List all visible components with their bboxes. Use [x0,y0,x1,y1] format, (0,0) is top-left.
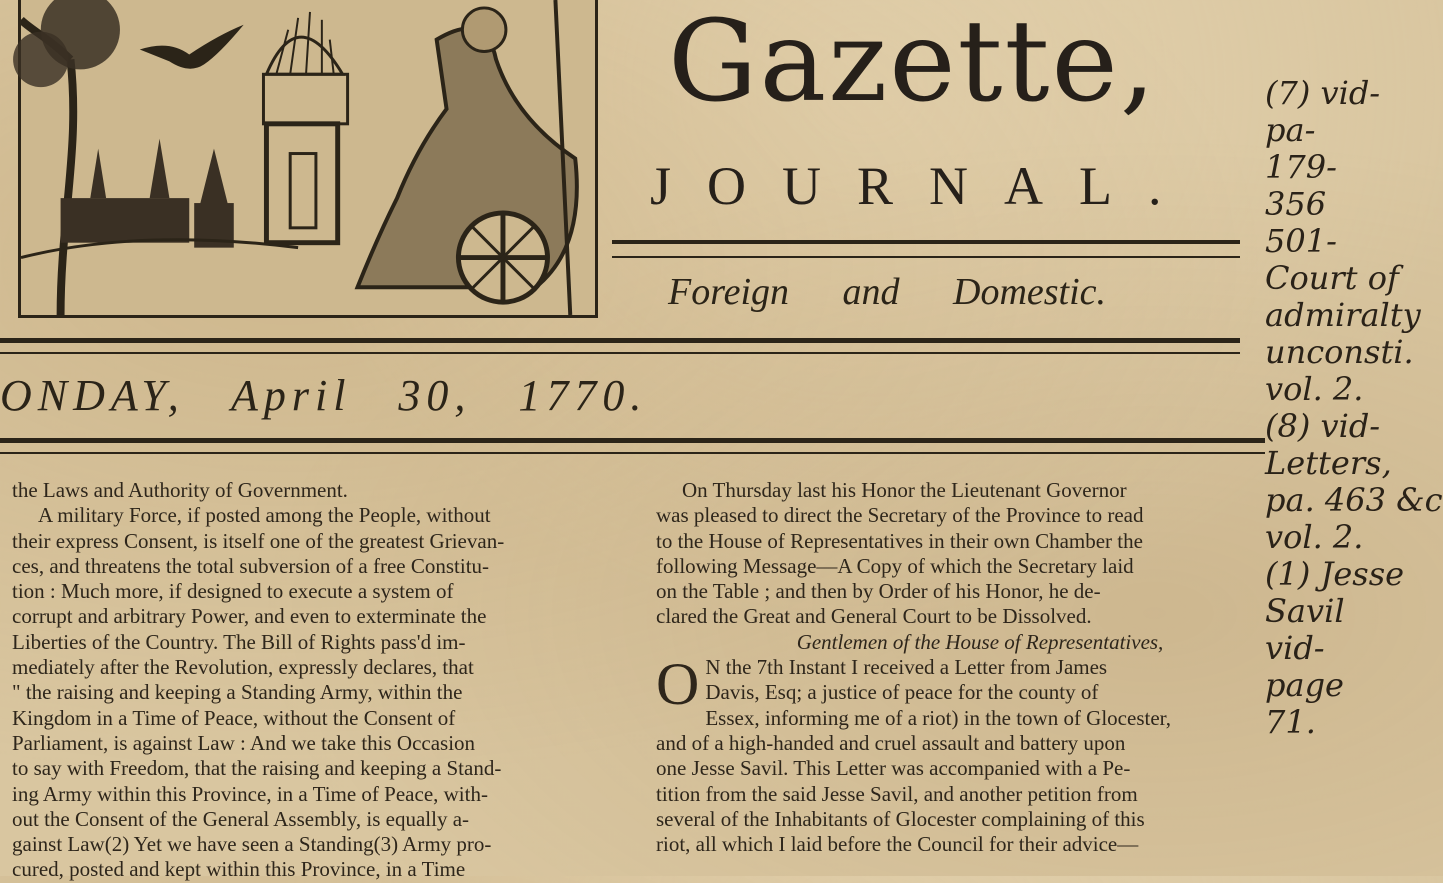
margin-note-line: admiralty [1265,296,1421,334]
text-line: to say with Freedom, that the raising and keeping a Stand- [12,756,502,781]
rule-above-dateline-thick [0,338,1240,343]
text-line: gainst Law(2) Yet we have seen a Standing(3) Army pro- [12,832,492,857]
margin-note-line: vid- [1265,629,1325,667]
rule-under-journal-thin [612,256,1240,258]
text-line: Liberties of the Country. The Bill of Rights pass'd im- [12,629,466,654]
text-line: A military Force, if posted among the People, without [38,503,491,528]
margin-note-line: unconsti. [1265,333,1414,371]
text-line: and of a high-handed and cruel assault and battery upon [656,730,1126,755]
text-line: on the Table ; and then by Order of his Honor, he de- [656,579,1101,604]
rule-below-dateline-thin [0,452,1265,454]
margin-note-line: vol. 2. [1265,518,1364,556]
margin-note-line: (8) vid- [1265,407,1381,445]
margin-note-line: 501- [1265,222,1337,260]
margin-note-line: Letters, [1265,444,1392,482]
dropcap-letter: O [656,651,700,718]
article-left-column [12,478,622,883]
margin-note-line: pa- [1265,111,1316,149]
text-line: the Laws and Authority of Government. [12,478,348,502]
margin-note-line: Court of [1265,259,1399,297]
text-line: Kingdom in a Time of Peace, without the Consent of [12,705,456,730]
text-line: tition from the said Jesse Savil, and another petition from [656,781,1138,806]
text-line: ing Army within this Province, in a Time of Peace, with- [12,781,488,806]
text-line: mediately after the Revolution, expressly declares, that [12,655,474,680]
article-right-column [656,478,1264,857]
text-line: their express Consent, is itself one of the greatest Grievan- [12,528,505,553]
handwritten-margin-notes [1265,74,1443,741]
margin-note-line: (1) Jesse [1265,555,1405,593]
message-salutation: Gentlemen of the House of Representatives, [796,629,1164,654]
masthead-woodcut-illustration [18,0,598,318]
masthead-journal: JOURNAL. [650,156,1198,216]
text-line: to the House of Representatives in their own Chamber the [656,528,1143,553]
text-line: Essex, informing me of a riot) in the town of Glocester, [705,705,1172,730]
rule-below-dateline-thick [0,438,1265,443]
text-line: Davis, Esq; a justice of peace for the county of [705,680,1099,705]
rule-above-dateline-thin [0,352,1240,354]
text-line: Parliament, is against Law : And we take this Occasion [12,730,476,755]
margin-note-line: 71. [1265,703,1316,741]
margin-note-line: page [1265,666,1344,704]
masthead-tagline: Foreign and Domestic. [668,271,1107,313]
margin-note-line: 356 [1265,185,1327,223]
text-line: following Message—A Copy of which the Secretary laid [656,553,1134,578]
margin-note-line: 179- [1265,148,1337,186]
margin-note-line: vol. 2. [1265,370,1364,408]
text-line: N the 7th Instant I received a Letter from James [705,655,1108,680]
text-line: was pleased to direct the Secretary of the Province to read [656,503,1144,528]
margin-note-line: (7) vid- [1265,74,1381,112]
rule-under-journal-thick [612,240,1240,244]
text-line: ces, and threatens the total subversion of a free Constitu- [12,553,490,578]
margin-note-line: Savil [1265,592,1345,630]
text-line: out the Consent of the General Assembly, is equally a- [12,806,470,831]
text-line: On Thursday last his Honor the Lieutenant Governor [682,478,1127,502]
text-line: one Jesse Savil. This Letter was accompanied with a Pe- [656,756,1131,781]
text-line: corrupt and arbitrary Power, and even to exterminate the [12,604,487,629]
masthead-title: Gazette, [668,0,1158,127]
text-line: several of the Inhabitants of Glocester complaining of this [656,806,1145,831]
text-line: riot, all which I laid before the Council for their advice— [656,832,1139,857]
margin-note-line: pa. 463 &c [1265,481,1443,519]
dateline: ONDAY, April 30, 1770. [0,371,648,420]
text-line: clared the Great and General Court to be Dissolved. [656,604,1092,629]
text-line: cured, posted and kept within this Province, in a Time [12,857,466,882]
text-line: " the raising and keeping a Standing Army, within the [12,680,463,705]
text-line: tion : Much more, if designed to execute a system of [12,579,454,604]
